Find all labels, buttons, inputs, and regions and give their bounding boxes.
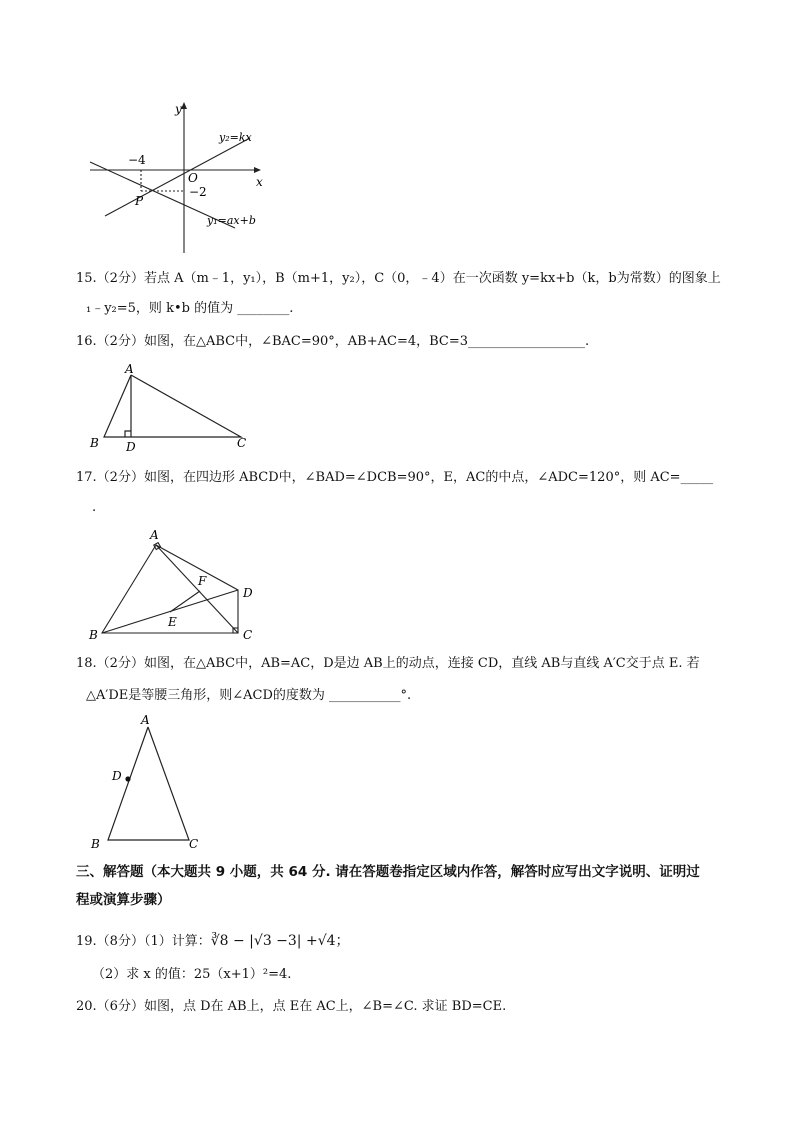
problem-19-line-1 xyxy=(76,933,350,950)
vertex-a-label: A xyxy=(141,713,150,727)
problem-19-line-2: （2）求 x 的值：25（x+1）²=4. xyxy=(92,967,292,982)
vertex-b-label: B xyxy=(89,628,98,642)
point-p-label: P xyxy=(135,194,144,208)
point-e-label: E xyxy=(168,615,177,629)
problem-17-line-1: 17.（2分）如图，在四边形 ABCD中，∠BAD=∠DCB=90°，E，AC的中点，∠ADC=120°，则 AC=_____ xyxy=(76,470,714,485)
section-3-heading-line-1: 三、解答题（本大题共 9 小题，共 64 分. 请在答题卷指定区域内作答，解答时应写出文字说明、证明过 xyxy=(76,864,700,880)
problem-18-line-1: 18.（2分）如图，在△ABC中，AB=AC，D是边 AB上的动点，连接 CD，直线 AB与直线 A′C交于点 E. 若 xyxy=(76,656,700,671)
x-axis-arrow xyxy=(254,167,261,173)
problem-16-line-1: 16.（2分）如图，在△ABC中，∠BAC=90°，AB+AC=4，BC=3__________________. xyxy=(76,334,590,349)
section-3-heading-line-2: 程或演算步骤） xyxy=(76,892,171,908)
right-angle-mark xyxy=(125,431,131,437)
isosceles-triangle-abc xyxy=(108,727,189,840)
x-tick-label: −4 xyxy=(128,153,146,167)
vertex-c-label: C xyxy=(237,436,247,450)
y-axis-label: y xyxy=(175,102,182,116)
quadrilateral-17-figure xyxy=(86,525,266,645)
vertex-d-label: D xyxy=(112,769,122,783)
vertex-a-label: A xyxy=(150,528,159,542)
vertex-d-label: D xyxy=(243,586,253,600)
y-tick-label: −2 xyxy=(189,185,207,199)
linear-function-graph xyxy=(85,98,285,258)
vertex-b-label: B xyxy=(91,837,100,851)
problem-19-prefix: 19.（8分）（1）计算： xyxy=(76,934,211,949)
triangle-18-figure xyxy=(86,712,216,852)
problem-19-expression: ∛8 − |√3 −3| +√4； xyxy=(210,933,350,949)
origin-label: O xyxy=(188,171,198,185)
y1-label: y₁=ax+b xyxy=(207,214,256,227)
problem-20-line-1: 20.（6分）如图，点 D在 AB上，点 E在 AC上，∠B=∠C. 求证 BD=CE. xyxy=(76,999,507,1014)
problem-18-line-2: △A′DE是等腰三角形，则∠ACD的度数为 ___________°. xyxy=(86,688,412,703)
vertex-d-label: D xyxy=(126,440,136,454)
line-y2 xyxy=(105,138,250,216)
problem-17-line-2: . xyxy=(92,500,97,515)
problem-15-line-2: ₁﹣y₂=5，则 k•b 的值为 ________. xyxy=(86,301,294,316)
vertex-c-label: C xyxy=(243,628,253,642)
vertex-a-label: A xyxy=(125,362,134,376)
x-axis-label: x xyxy=(256,175,263,189)
problem-15-line-1: 15.（2分）若点 A（m﹣1，y₁），B（m+1，y₂），C（0，﹣4）在一次函数 y=kx+b（k，b为常数）的图象上 xyxy=(76,271,721,286)
point-f-label: F xyxy=(198,574,207,588)
triangle-abc xyxy=(104,375,241,437)
point-d xyxy=(125,776,130,781)
vertex-b-label: B xyxy=(90,436,99,450)
y-axis-arrow xyxy=(181,102,187,109)
triangle-16-figure xyxy=(86,360,256,455)
y2-label: y₂=kx xyxy=(219,131,252,144)
vertex-c-label: C xyxy=(189,837,199,851)
segment-ef xyxy=(170,591,200,612)
